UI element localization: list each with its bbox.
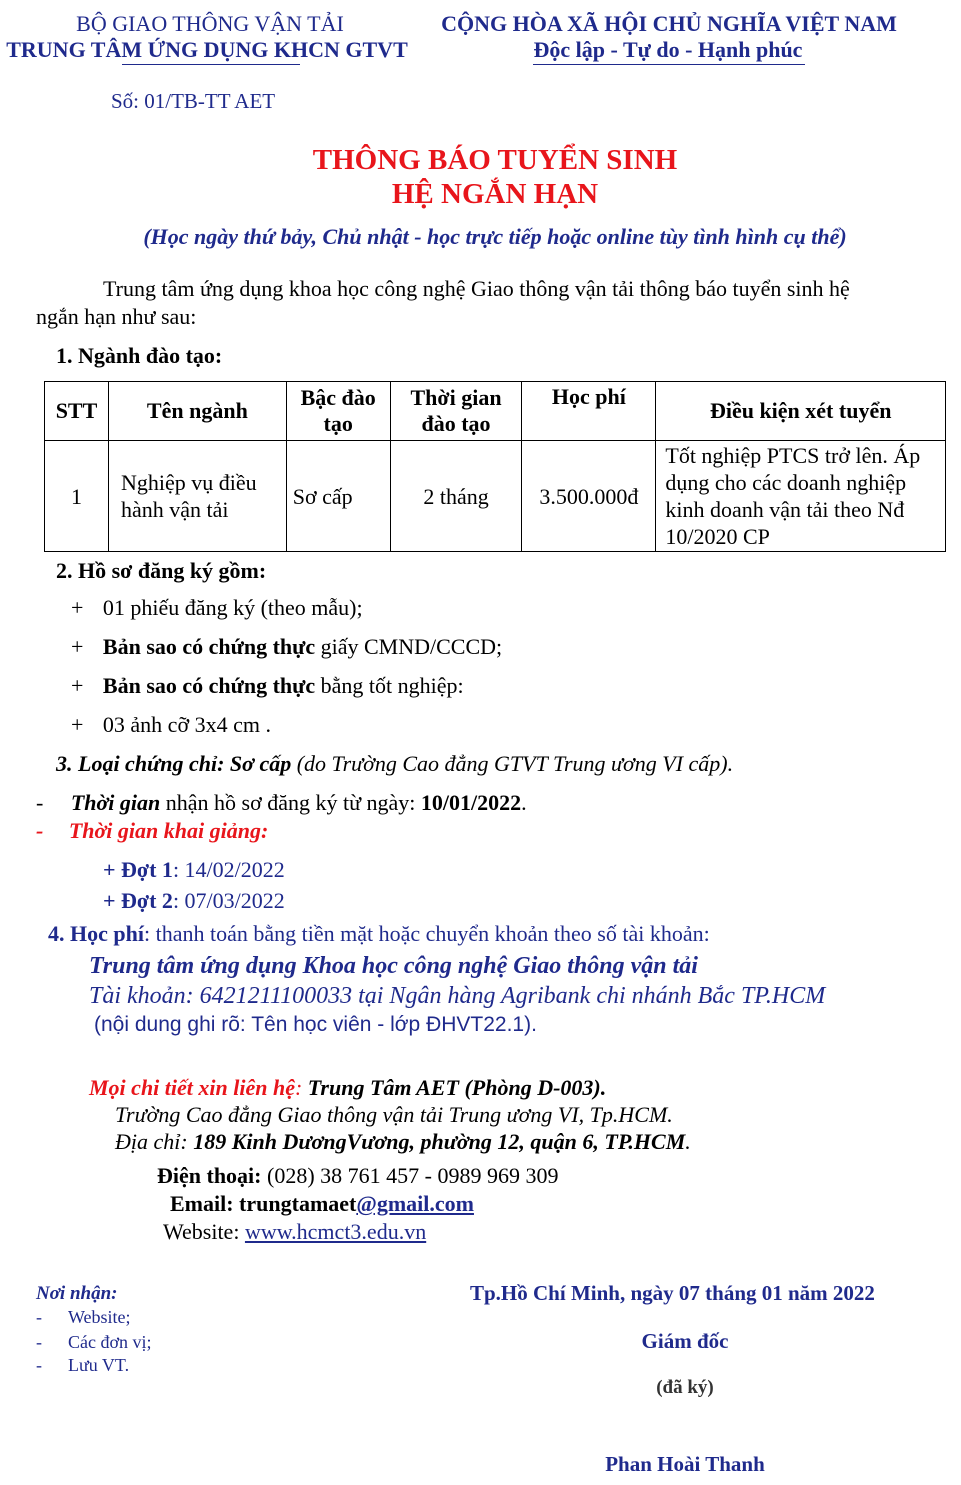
website-line — [163, 1219, 426, 1245]
opening-line — [36, 818, 268, 844]
contact-place: Trung Tâm AET (Phòng D-003). — [307, 1075, 607, 1100]
table-header-row — [45, 382, 946, 441]
website-link[interactable]: www.hcmct3.edu.vn — [244, 1219, 427, 1244]
intro-line-2: ngắn hạn như sau: — [36, 304, 197, 329]
signer-name: Phan Hoài Thanh — [605, 1452, 765, 1476]
account-name: Trung tâm ứng dụng Khoa học công nghệ Giao thông vận tải — [89, 953, 698, 979]
document-item — [71, 673, 464, 699]
header-level: Bậc đào tạo — [286, 382, 390, 441]
receive-period-line — [36, 790, 527, 816]
header-fee: Học phí — [522, 382, 656, 441]
email-label: Email: trungtamaet — [170, 1191, 357, 1216]
bullet: + — [71, 673, 84, 698]
bullet: + — [71, 712, 84, 737]
header-stt: STT — [45, 382, 109, 441]
notice-title: THÔNG BÁO TUYỂN SINH — [312, 144, 678, 176]
document-item-bold: Bản sao có chứng thực — [102, 673, 316, 698]
bullet: + — [71, 595, 84, 620]
tuition-text: : thanh toán bằng tiền mặt hoặc chuyển khoản theo số tài khoản: — [143, 921, 710, 946]
certificate-label: 3. Loại chứng chỉ: Sơ cấp — [56, 751, 292, 776]
receive-date: 10/01/2022 — [420, 790, 522, 815]
signed-note: (đã ký) — [656, 1377, 714, 1398]
section-documents-heading: 2. Hồ sơ đăng ký gồm: — [56, 558, 267, 583]
address-end: . — [685, 1129, 691, 1154]
recipient-item: - Các đơn vị; — [36, 1332, 152, 1352]
dash: - — [36, 790, 44, 815]
address-line — [115, 1129, 691, 1155]
phone-label: Điện thoại: — [157, 1163, 262, 1188]
address-text: 189 Kinh DươngVương, phường 12, quận 6, TP.HCM — [193, 1129, 686, 1154]
cell-fee: 3.500.000đ — [522, 441, 656, 552]
schedule-note: (Học ngày thứ bảy, Chủ nhật - học trực tiếp hoặc online tùy tình hình cụ thể) — [143, 224, 847, 249]
section-training-heading: 1. Ngành đào tạo: — [56, 343, 223, 368]
intro-line-1: Trung tâm ứng dụng khoa học công nghệ Giao thông vận tải thông báo tuyển sinh hệ — [103, 276, 850, 301]
national-motto: Độc lập - Tự do - Hạnh phúc — [533, 37, 803, 62]
document-item-text: bằng tốt nghiệp: — [315, 673, 464, 698]
header-left-underline — [122, 64, 300, 65]
phone-line — [157, 1163, 558, 1189]
center-name: TRUNG TÂM ỨNG DỤNG KHCN GTVT — [6, 37, 408, 62]
recipient-item: - Lưu VT. — [36, 1355, 130, 1375]
bullet: + — [71, 634, 84, 659]
signer-position: Giám đốc — [641, 1329, 729, 1353]
certificate-note: (do Trường Cao đẳng GTVT Trung ương VI cấp). — [291, 751, 734, 776]
notice-subtitle: HỆ NGẮN HẠN — [391, 178, 599, 210]
cell-major: Nghiệp vụ điều hành vận tải — [108, 441, 286, 552]
document-item — [71, 712, 271, 738]
email-line — [170, 1191, 474, 1217]
tuition-label: 4. Học phí — [48, 921, 144, 946]
header-condition: Điều kiện xét tuyển — [656, 382, 946, 441]
place-date: Tp.Hồ Chí Minh, ngày 07 tháng 01 năm 2022 — [470, 1281, 875, 1305]
cell-stt: 1 — [45, 441, 109, 552]
batch-label: + Đợt 2 — [103, 888, 173, 913]
recipient-item: - Website; — [36, 1307, 131, 1327]
cell-level: Sơ cấp — [286, 441, 390, 552]
phone-number: (028) 38 761 457 - 0989 969 309 — [261, 1163, 559, 1188]
header-right-underline — [533, 64, 805, 65]
contact-colon: : — [294, 1075, 308, 1100]
cell-condition: Tốt nghiệp PTCS trở lên. Áp dụng cho các doanh nghiệp kinh doanh vận tải theo Nđ 10/2020 CP — [656, 441, 946, 552]
receive-text: nhận hồ sơ đăng ký từ ngày: — [160, 790, 421, 815]
email-link[interactable]: @gmail.com — [356, 1191, 474, 1216]
batch-2 — [103, 888, 285, 914]
account-number: Tài khoản: 6421211100033 tại Ngân hàng Agribank chi nhánh Bắc TP.HCM — [89, 983, 826, 1009]
document-item-bold: Bản sao có chứng thực — [102, 634, 316, 659]
document-item-text: 03 ảnh cỡ 3x4 cm . — [102, 712, 271, 737]
address-label: Địa chỉ: — [115, 1129, 194, 1154]
payment-note: (nội dung ghi rõ: Tên học viên - lớp ĐHVT22.1). — [94, 1013, 537, 1036]
training-table — [44, 381, 946, 552]
receive-label: Thời gian — [70, 790, 161, 815]
contact-line — [89, 1075, 606, 1101]
opening-label: Thời gian khai giảng: — [68, 818, 269, 843]
document-item — [71, 634, 502, 660]
recipients-title: Nơi nhận: — [36, 1283, 118, 1304]
batch-date: : 14/02/2022 — [172, 857, 285, 882]
document-number: Số: 01/TB-TT AET — [111, 89, 276, 113]
header-major: Tên ngành — [108, 382, 286, 441]
ministry-name: BỘ GIAO THÔNG VẬN TẢI — [76, 11, 344, 36]
contact-label: Mọi chi tiết xin liên hệ — [89, 1075, 295, 1100]
document-item — [71, 595, 363, 621]
table-row — [45, 441, 946, 552]
tuition-line — [48, 921, 710, 947]
republic-name: CỘNG HÒA XÃ HỘI CHỦ NGHĨA VIỆT NAM — [441, 11, 897, 36]
document-item-text: 01 phiếu đăng ký (theo mẫu); — [102, 595, 363, 620]
dash: - — [36, 818, 44, 843]
batch-1 — [103, 857, 285, 883]
batch-label: + Đợt 1 — [103, 857, 173, 882]
school-name: Trường Cao đẳng Giao thông vận tải Trung ương VI, Tp.HCM. — [115, 1102, 673, 1127]
receive-end: . — [521, 790, 527, 815]
batch-date: : 07/03/2022 — [172, 888, 285, 913]
header-duration: Thời gian đào tạo — [390, 382, 522, 441]
website-label: Website: — [163, 1219, 245, 1244]
cell-duration: 2 tháng — [390, 441, 522, 552]
document-item-text: giấy CMND/CCCD; — [315, 634, 503, 659]
certificate-line — [56, 751, 733, 777]
